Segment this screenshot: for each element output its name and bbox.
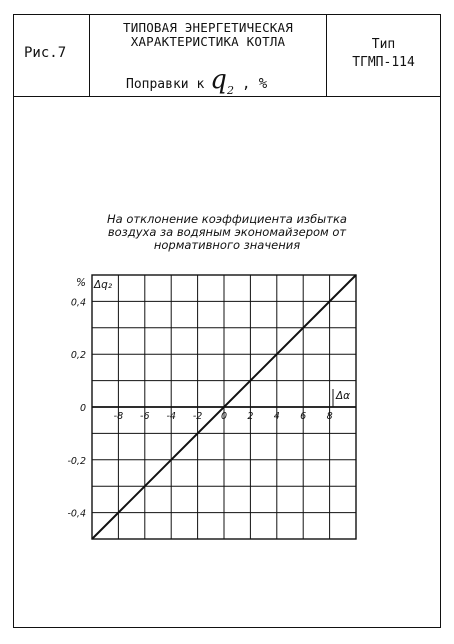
x-tick-label: -8 xyxy=(113,411,124,422)
y-tick-label: -0,2 xyxy=(67,455,86,467)
x-axis-label: Δα xyxy=(336,390,351,402)
type-value: ТГМП-114 xyxy=(352,55,415,70)
x-tick-label: -2 xyxy=(192,411,203,422)
correction-subscript: 2 xyxy=(226,84,234,98)
x-tick-label: 6 xyxy=(300,411,307,422)
x-tick-label: 2 xyxy=(247,411,254,422)
x-tick-label: 4 xyxy=(273,411,280,422)
correction-prefix: Поправки к xyxy=(126,77,205,92)
figure-label: Рис.7 xyxy=(24,45,67,61)
y-tick-label: 0,2 xyxy=(70,350,86,362)
x-tick-label: -6 xyxy=(140,411,150,422)
correction-unit: , % xyxy=(241,76,268,92)
y-tick-label: 0 xyxy=(79,403,86,414)
type-label: Тип xyxy=(371,37,396,52)
correction-variable: $q_2$ xyxy=(210,65,234,98)
caption-line-2: воздуха за водяным экономайзером от xyxy=(107,225,347,239)
caption-line-3: нормативного значения xyxy=(153,238,301,252)
x-tick-label: -4 xyxy=(166,411,176,422)
caption-line-1: На отклонение коэффициента избытка xyxy=(107,212,347,226)
title-line-1: ТИПОВАЯ ЭНЕРГЕТИЧЕСКАЯ xyxy=(123,20,293,35)
x-tick-label: 8 xyxy=(326,411,333,422)
title-line-2: ХАРАКТЕРИСТИКА КОТЛА xyxy=(130,34,286,49)
y-axis-label: Δq₂ xyxy=(94,279,113,291)
y-tick-label: 0,4 xyxy=(70,297,86,309)
y-tick-label: -0,4 xyxy=(67,508,86,520)
y-unit-label: % xyxy=(76,277,86,289)
x-tick-label: 0 xyxy=(220,411,228,422)
